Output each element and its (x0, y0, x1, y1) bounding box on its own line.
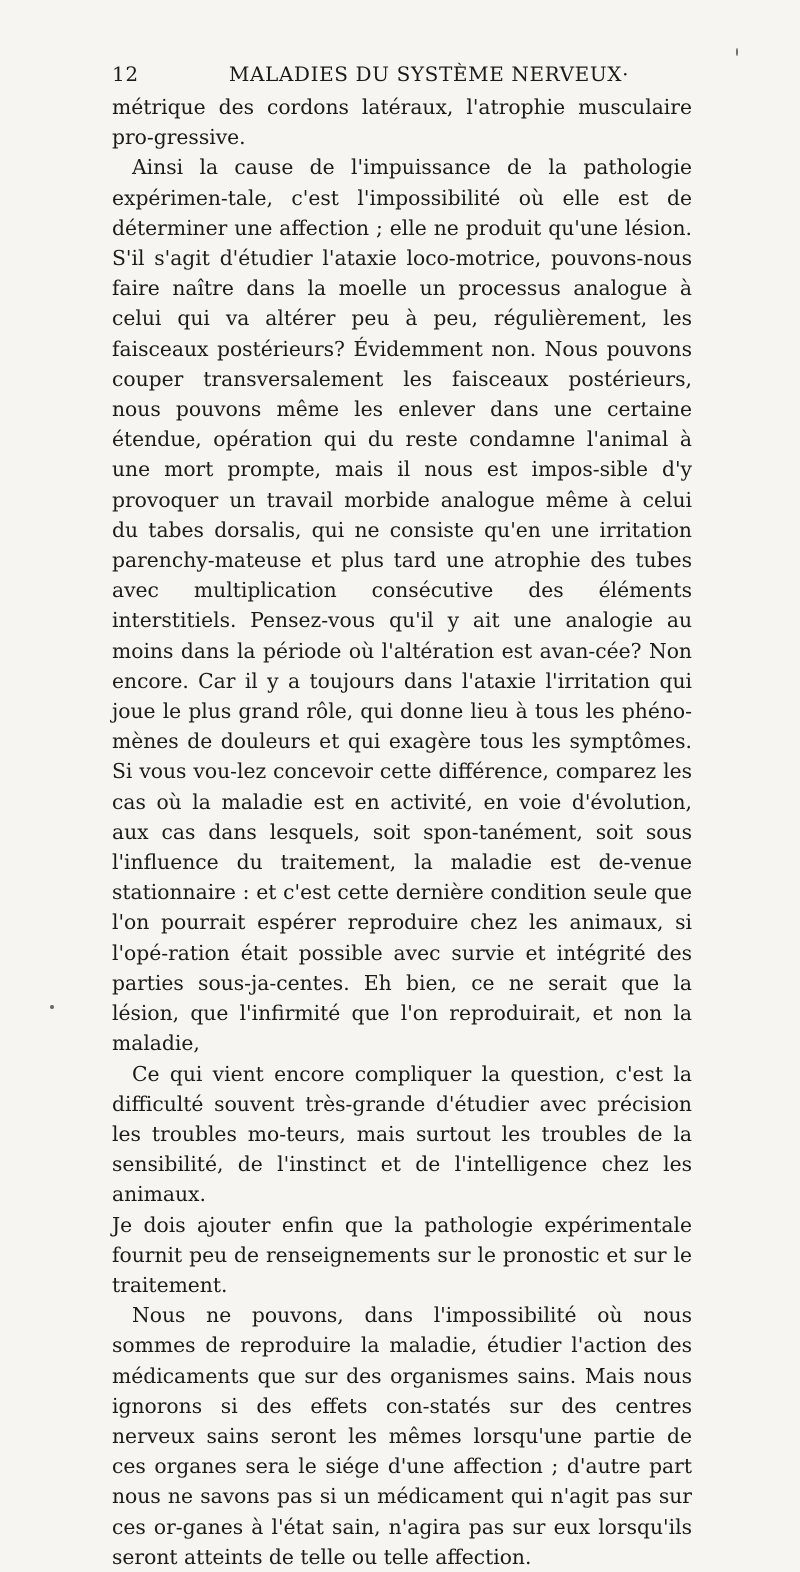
body-text (112, 92, 692, 1572)
running-header (112, 62, 692, 92)
margin-speck (50, 1005, 54, 1009)
paragraph: Nous ne pouvons, dans l'impossibilité où nous sommes de reproduire la maladie, étudier l'action des médicaments que sur des organismes sains. Mais nous ignorons si des effets con-statés sur des centres nerveux sains seront les mêmes lorsqu'une partie de ces organes sera le siége d'une affection ; d'autre part nous ne savons pas si un médicament qui n'agit pas sur ces or-ganes à l'état sain, n'agira pas sur eux lorsqu'ils seront atteints de telle ou telle affection. (112, 1303, 692, 1569)
paragraph-continuation: métrique des cordons latéraux, l'atrophie musculaire pro-gressive. (112, 95, 692, 150)
running-title: MALADIES DU SYSTÈME NERVEUX· (228, 62, 630, 86)
paragraph: Ce qui vient encore compliquer la question, c'est la difficulté souvent très-grande d'étudier avec précision les troubles mo-teurs, mais surtout les troubles de la sensibilité, de l'instinct et de l'intelligence chez les animaux. (112, 1061, 692, 1207)
paragraph: Ainsi la cause de l'impuissance de la pathologie expérimen-tale, c'est l'impossibilité où elle est de déterminer une affection ; elle ne produit qu'une lésion. S'il s'agit d'étudier l'ataxie loco-motrice, pouvons-nous faire naître dans la moelle un processus analogue à celui qui va altérer peu à peu, régulièrement, les faisceaux postérieurs? Évidemment non. Nous pouvons couper transversalement les faisceaux postérieurs, nous pouvons même les enlever dans une certaine étendue, opération qui du reste condamne l'animal à une mort prompte, mais il nous est impos-sible d'y provoquer un travail morbide analogue même à celui du tabes dorsalis, qui ne consiste qu'en une irritation parenchy-mateuse et plus tard une atrophie des tubes avec multiplication consécutive des éléments interstitiels. Pensez-vous qu'il y ait une analogie au moins dans la période où l'altération est avan-cée? Non encore. Car il y a toujours dans l'ataxie l'irritation qui joue le plus grand rôle, qui donne lieu à tous les phéno-mènes de douleurs et qui exagère tous les symptômes. Si vous vou-lez concevoir cette différence, comparez les cas où la maladie est en activité, en voie d'évolution, aux cas dans lesquels, soit spon-tanément, soit sous l'influence du traitement, la maladie est de-venue stationnaire : et c'est cette dernière condition seule que l'on pourrait espérer reproduire chez les animaux, si l'opé-ration était possible avec survie et intégrité des parties sous-ja-centes. Eh bien, ce ne serait que la lésion, que l'infirmité que l'on reproduirait, et non la maladie, (112, 155, 692, 1056)
paragraph: Je dois ajouter enfin que la pathologie expérimentale fournit peu de renseignements sur le pronostic et sur le traitement. (112, 1212, 692, 1297)
margin-speck (736, 48, 738, 56)
page-number: 12 (112, 62, 139, 86)
